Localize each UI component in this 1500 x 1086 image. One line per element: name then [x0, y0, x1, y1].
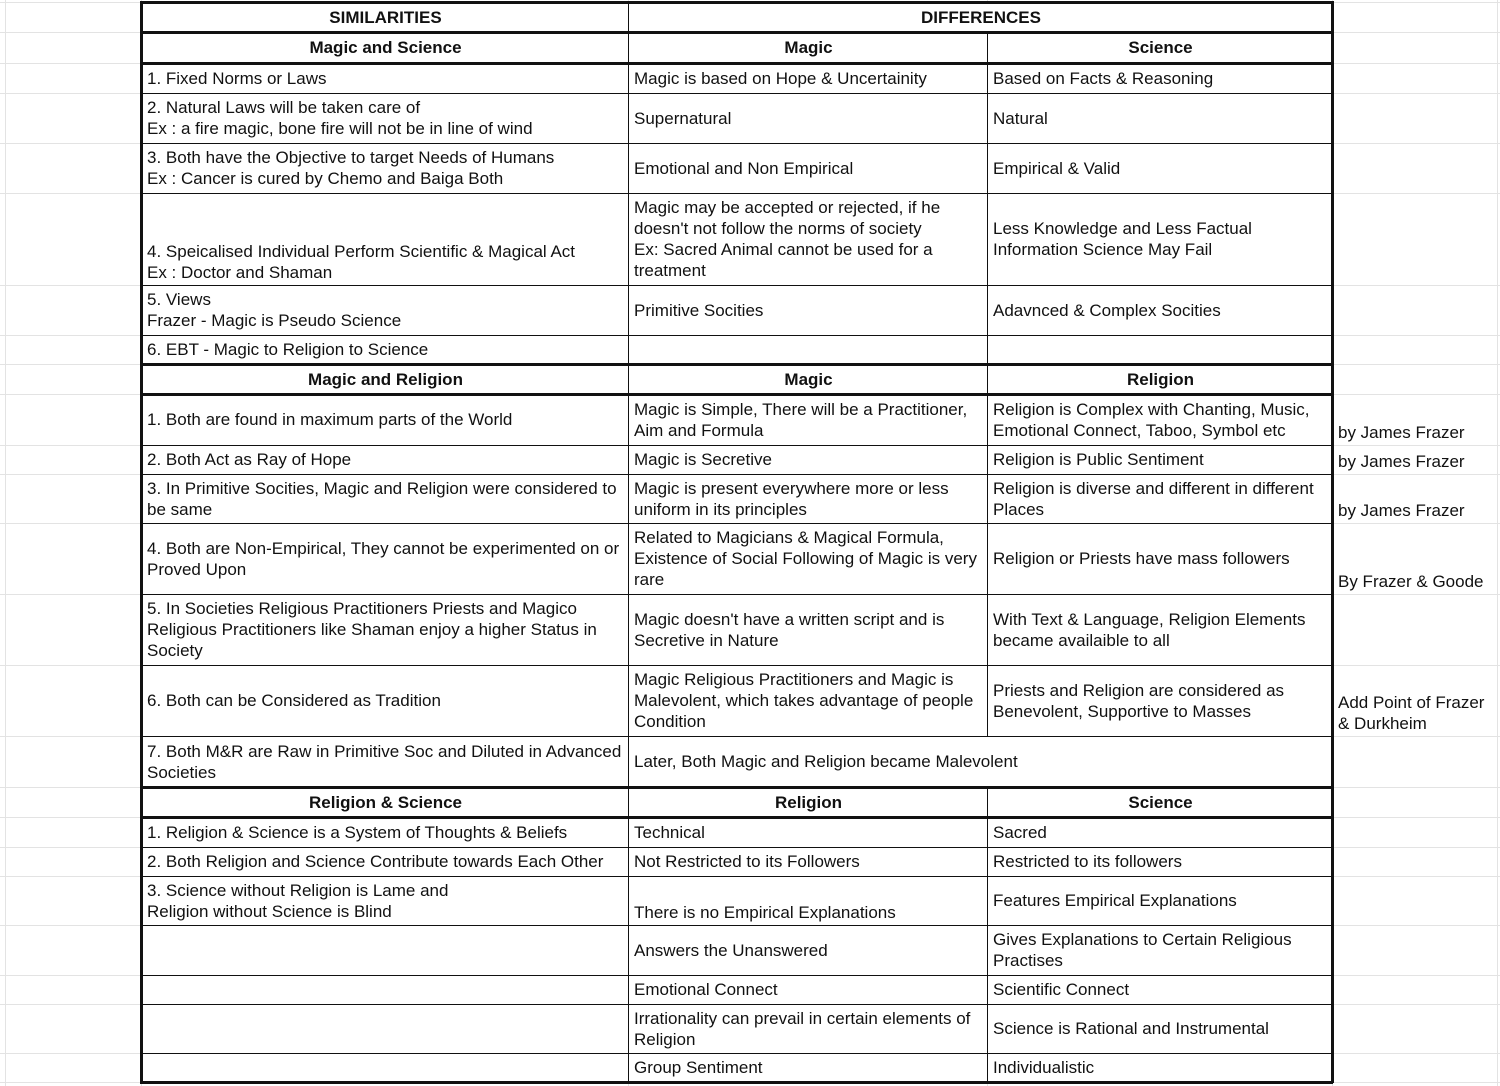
difference-cell-left-text: Magic may be accepted or rejected, if he doesn't not follow the norms of society Ex: Sacred Animal cannot be used for a treatment [634, 198, 941, 280]
similarity-cell[interactable] [141, 1004, 628, 1053]
section-similar-header-text: Magic and Science [309, 38, 462, 57]
similarity-cell[interactable] [141, 143, 628, 193]
similarity-cell[interactable] [141, 1053, 628, 1082]
similarity-cell[interactable] [141, 93, 628, 143]
difference-cell-left[interactable] [628, 1004, 987, 1053]
similarities-header-text: SIMILARITIES [329, 7, 442, 27]
row-border [140, 93, 1333, 94]
row-border [140, 143, 1333, 144]
difference-cell-right-text: Restricted to its followers [993, 852, 1182, 871]
similarity-cell-text: 3. Science without Religion is Lame and Religion without Science is Blind [147, 880, 449, 921]
difference-cell-left[interactable] [628, 975, 987, 1004]
difference-cell-right-text: Empirical & Valid [993, 158, 1121, 178]
similarity-cell-text: 1. Both are found in maximum parts of the World [147, 410, 513, 429]
difference-cell-left[interactable] [628, 335, 987, 364]
difference-cell-right[interactable] [987, 847, 1332, 876]
difference-cell-left[interactable] [628, 876, 987, 925]
difference-cell-right[interactable] [987, 335, 1332, 364]
similarity-cell-text: 3. Both have the Objective to target Needs of Humans Ex : Cancer is cured by Chemo and Baiga Both [147, 148, 555, 188]
thick-row-border [140, 786, 1333, 789]
similarity-cell-text: 5. Views Frazer - Magic is Pseudo Science [147, 290, 402, 330]
column-border [987, 32, 988, 736]
section-diff-header-left-text: Religion [774, 792, 843, 812]
difference-cell-left[interactable] [628, 63, 987, 93]
section-similar-header[interactable] [141, 787, 628, 817]
similarity-cell[interactable] [141, 474, 628, 523]
difference-cell-left[interactable] [628, 143, 987, 193]
similarity-cell-text: 2. Both Religion and Science Contribute towards Each Other [147, 852, 604, 871]
difference-cell-right-text: Religion is Public Sentiment [993, 450, 1204, 469]
similarity-cell-text: 4. Speicalised Individual Perform Scientific & Magical Act Ex : Doctor and Shaman [147, 242, 576, 282]
difference-cell-left-text: Group Sentiment [634, 1058, 763, 1077]
outer-border-right [1331, 1, 1334, 1083]
difference-cell-right-text: Sacred [993, 822, 1047, 842]
merged-difference-cell-text: Later, Both Magic and Religion became Malevolent [634, 752, 1018, 771]
thick-row-border [140, 393, 1333, 396]
difference-cell-right-text: Adavnced & Complex Socities [993, 300, 1221, 320]
difference-cell-right-text: With Text & Language, Religion Elements became availaible to all [993, 609, 1306, 650]
similarity-cell[interactable] [141, 193, 628, 285]
section-similar-header[interactable] [141, 32, 628, 63]
difference-cell-left-text: Irrationality can prevail in certain elements of Religion [634, 1008, 971, 1049]
difference-cell-left[interactable] [628, 523, 987, 594]
section-similar-header[interactable] [141, 364, 628, 394]
similarity-cell[interactable] [141, 665, 628, 736]
row-border [140, 736, 1333, 737]
difference-cell-left-text: Emotional and Non Empirical [634, 158, 854, 178]
difference-cell-left[interactable] [628, 817, 987, 847]
row-border [140, 445, 1333, 446]
thick-row-border [140, 363, 1333, 366]
difference-cell-right-text: Religion is diverse and different in different Places [993, 478, 1314, 519]
difference-cell-right-text: Religion or Priests have mass followers [993, 549, 1290, 568]
difference-cell-right[interactable] [987, 975, 1332, 1004]
similarity-cell[interactable] [141, 445, 628, 474]
difference-cell-right[interactable] [987, 1053, 1332, 1082]
side-note: by James Frazer [1338, 452, 1465, 471]
section-similar-header-text: Magic and Religion [308, 369, 463, 389]
row-border [140, 665, 1333, 666]
similarity-cell[interactable] [141, 335, 628, 364]
difference-cell-right[interactable] [987, 925, 1332, 975]
difference-cell-left-text: Emotional Connect [634, 980, 778, 999]
difference-cell-right-text: Individualistic [993, 1058, 1095, 1077]
difference-cell-right-text: Based on Facts & Reasoning [993, 68, 1214, 88]
difference-cell-left-text: Technical [634, 822, 705, 842]
similarity-cell-text: 5. In Societies Religious Practitioners Priests and Magico Religious Practitioners like Shaman enjoy a higher Status in Society [147, 599, 597, 660]
difference-cell-left[interactable] [628, 93, 987, 143]
difference-cell-left-text: Magic Religious Practitioners and Magic is Malevolent, which takes advantage of people Condition [634, 670, 974, 731]
gridline [1497, 0, 1498, 1086]
difference-cell-left-text: There is no Empirical Explanations [634, 903, 896, 922]
row-border [140, 975, 1333, 976]
thick-row-border [140, 1, 1333, 4]
difference-cell-right[interactable] [987, 665, 1332, 736]
difference-cell-left-text: Magic doesn't have a written script and is Secretive in Nature [634, 609, 945, 650]
section-diff-header-left[interactable] [628, 787, 987, 817]
difference-cell-left-text: Answers the Unanswered [634, 940, 828, 960]
similarity-cell[interactable] [141, 285, 628, 335]
similarity-cell[interactable] [141, 394, 628, 445]
row-border [140, 1053, 1333, 1054]
row-border [140, 193, 1333, 194]
difference-cell-right[interactable] [987, 817, 1332, 847]
difference-cell-right[interactable] [987, 445, 1332, 474]
difference-cell-left-text: Related to Magicians & Magical Formula, Existence of Social Following of Magic is very rare [634, 528, 977, 589]
similarity-cell-text: 1. Fixed Norms or Laws [147, 68, 327, 88]
section-diff-header-right[interactable] [987, 364, 1332, 394]
section-diff-header-left-text: Magic [784, 38, 833, 57]
similarity-cell[interactable] [141, 594, 628, 665]
similarity-cell[interactable] [141, 817, 628, 847]
section-diff-header-left-text: Magic [784, 369, 833, 389]
outer-border-left [140, 1, 143, 1083]
difference-cell-left[interactable] [628, 193, 987, 285]
difference-cell-left-text: Primitive Socities [634, 300, 764, 320]
similarity-cell[interactable] [141, 975, 628, 1004]
difference-cell-right[interactable] [987, 93, 1332, 143]
similarity-cell[interactable] [141, 847, 628, 876]
row-border [140, 285, 1333, 286]
thick-row-border [140, 816, 1333, 819]
difference-cell-right[interactable] [987, 285, 1332, 335]
difference-cell-right-text: Religion is Complex with Chanting, Music, Emotional Connect, Taboo, Symbol etc [993, 399, 1310, 440]
similarity-cell[interactable] [141, 925, 628, 975]
difference-cell-left-text: Not Restricted to its Followers [634, 852, 860, 871]
difference-cell-left[interactable] [628, 847, 987, 876]
difference-cell-right[interactable] [987, 193, 1332, 285]
difference-cell-right[interactable] [987, 63, 1332, 93]
difference-cell-left[interactable] [628, 594, 987, 665]
similarity-cell-text: 2. Both Act as Ray of Hope [147, 450, 352, 469]
difference-cell-right[interactable] [987, 523, 1332, 594]
side-note: Add Point of Frazer & Durkheim [1338, 693, 1485, 733]
side-note: by James Frazer [1338, 501, 1465, 520]
side-note: By Frazer & Goode [1338, 572, 1484, 591]
difference-cell-left-text: Magic is Simple, There will be a Practitioner, Aim and Formula [634, 399, 968, 440]
difference-cell-right-text: Natural [993, 108, 1048, 128]
difference-cell-left[interactable] [628, 394, 987, 445]
row-border [140, 925, 1333, 926]
differences-header[interactable] [628, 2, 1332, 32]
section-diff-header-right-text: Science [1128, 792, 1193, 812]
row-border [140, 876, 1333, 877]
similarity-cell-text: 1. Religion & Science is a System of Thoughts & Beliefs [147, 822, 568, 842]
difference-cell-right[interactable] [987, 394, 1332, 445]
difference-cell-right-text: Gives Explanations to Certain Religious Practises [993, 930, 1292, 970]
difference-cell-left-text: Magic is Secretive [634, 450, 772, 469]
section-diff-header-right[interactable] [987, 787, 1332, 817]
difference-cell-right[interactable] [987, 594, 1332, 665]
differences-header-text: DIFFERENCES [921, 7, 1041, 27]
similarity-cell[interactable] [141, 523, 628, 594]
similarities-header[interactable] [141, 2, 628, 32]
row-border [140, 523, 1333, 524]
similarity-cell-text: 2. Natural Laws will be taken care of Ex : a fire magic, bone fire will not be in line of wind [147, 98, 533, 138]
row-border [140, 1004, 1333, 1005]
column-border [628, 2, 629, 1082]
thick-row-border [140, 62, 1333, 65]
difference-cell-left-text: Supernatural [634, 108, 732, 128]
similarity-cell-text: 3. In Primitive Socities, Magic and Religion were considered to be same [147, 478, 617, 519]
row-border [140, 847, 1333, 848]
similarity-cell[interactable] [141, 876, 628, 925]
section-diff-header-left[interactable] [628, 364, 987, 394]
section-similar-header-text: Religion & Science [308, 792, 463, 812]
difference-cell-left[interactable] [628, 925, 987, 975]
similarity-cell-text: 6. Both can be Considered as Tradition [147, 691, 441, 710]
difference-cell-left[interactable] [628, 665, 987, 736]
column-border [987, 787, 988, 1082]
difference-cell-left[interactable] [628, 1053, 987, 1082]
similarity-cell[interactable] [141, 63, 628, 93]
similarity-cell[interactable] [141, 736, 628, 787]
section-diff-header-left[interactable] [628, 32, 987, 63]
merged-difference-cell[interactable] [628, 736, 1332, 787]
difference-cell-right[interactable] [987, 143, 1332, 193]
difference-cell-right[interactable] [987, 1004, 1332, 1053]
similarity-cell-text: 4. Both are Non-Empirical, They cannot be experimented on or Proved Upon [147, 538, 620, 579]
difference-cell-right-text: Priests and Religion are considered as Benevolent, Supportive to Masses [993, 680, 1285, 721]
row-border [140, 335, 1333, 336]
difference-cell-right-text: Features Empirical Explanations [993, 891, 1237, 910]
side-note: by James Frazer [1338, 423, 1465, 442]
row-border [140, 594, 1333, 595]
gridline [5, 0, 6, 1086]
section-diff-header-right-text: Religion [1126, 369, 1195, 389]
difference-cell-right[interactable] [987, 474, 1332, 523]
thick-row-border [140, 31, 1333, 34]
difference-cell-left-text: Magic is based on Hope & Uncertainity [634, 68, 927, 88]
difference-cell-right-text: Less Knowledge and Less Factual Information Science May Fail [993, 219, 1252, 259]
difference-cell-left[interactable] [628, 285, 987, 335]
row-border [140, 474, 1333, 475]
difference-cell-right-text: Scientific Connect [993, 980, 1130, 999]
difference-cell-left[interactable] [628, 445, 987, 474]
thick-row-border [140, 1081, 1333, 1084]
difference-cell-right-text: Science is Rational and Instrumental [993, 1019, 1269, 1038]
section-diff-header-right[interactable] [987, 32, 1332, 63]
similarity-cell-text: 6. EBT - Magic to Religion to Science [147, 340, 429, 359]
section-diff-header-right-text: Science [1128, 38, 1193, 57]
difference-cell-left[interactable] [628, 474, 987, 523]
similarity-cell-text: 7. Both M&R are Raw in Primitive Soc and Diluted in Advanced Societies [147, 741, 622, 782]
difference-cell-left-text: Magic is present everywhere more or less uniform in its principles [634, 478, 949, 519]
difference-cell-right[interactable] [987, 876, 1332, 925]
